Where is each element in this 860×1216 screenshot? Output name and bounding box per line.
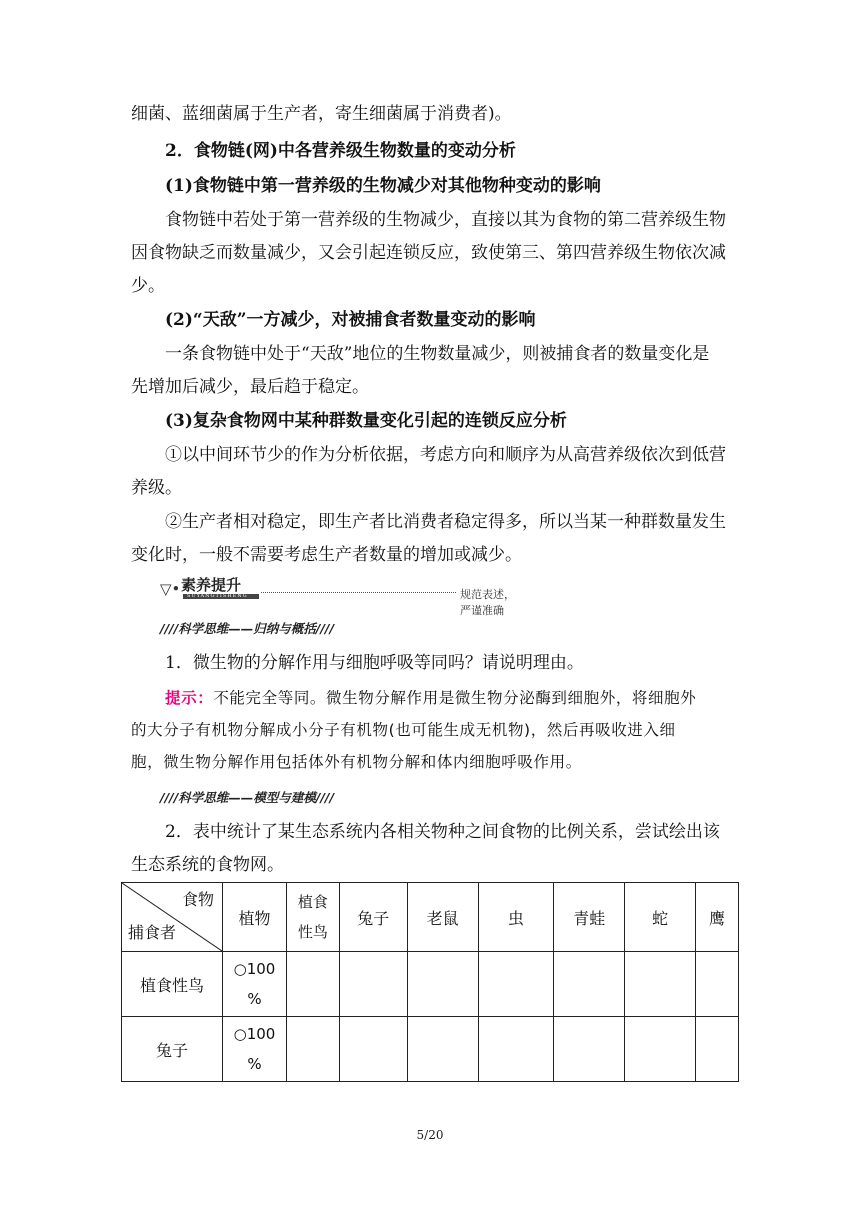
- cell-value-line-2: %: [247, 990, 262, 1008]
- col-header-herbivorous-bird-line-1: 植食: [297, 893, 328, 911]
- corner-predator-label: 捕食者: [128, 923, 177, 942]
- table-row: [122, 952, 739, 1017]
- section-dotted-leader: [261, 592, 456, 593]
- table-cell: [286, 952, 339, 1017]
- hint-text-1: 不能完全等同。微生物分解作用是微生物分泌酶到细胞外，将细胞外: [213, 689, 697, 707]
- col-header-snake: 蛇: [625, 883, 696, 952]
- food-ratio-table: [121, 882, 739, 1082]
- paragraph-1-line-1: 食物链中若处于第一营养级的生物减少，直接以其为食物的第二营养级生物: [165, 210, 726, 230]
- table-cell: [478, 952, 554, 1017]
- skill-tag-modeling: ////科学思维——模型与建模////: [160, 790, 335, 805]
- table-cell: [625, 1017, 696, 1082]
- paragraph-continuation: 细菌、蓝细菌属于生产者，寄生细菌属于消费者)。: [131, 104, 512, 124]
- subheading-1: (1)食物链中第一营养级的生物减少对其他物种变动的影响: [165, 176, 601, 196]
- table-cell: [625, 952, 696, 1017]
- paragraph-1-line-2: 因食物缺乏而数量减少，又会引起连锁反应，致使第三、第四营养级生物依次减: [131, 243, 726, 263]
- section-banner: [157, 576, 525, 617]
- table-cell: [286, 1017, 339, 1082]
- hint-line-2: 的大分子有机物分解成小分子有机物(也可能生成无机物)，然后再吸收进入细: [131, 721, 676, 739]
- paragraph-1-line-3: 少。: [131, 276, 165, 296]
- paragraph-3-line-2: 养级。: [131, 478, 182, 498]
- paragraph-4-line-1: ②生产者相对稳定，即生产者比消费者稳定得多，所以当某一种群数量发生: [165, 512, 726, 532]
- subheading-3: (3)复杂食物网中某种群数量变化引起的连锁反应分析: [165, 411, 567, 431]
- section-title: 素养提升: [181, 576, 242, 594]
- col-header-herbivorous-bird-line-2: 性鸟: [297, 923, 328, 941]
- skill-tag-induction: ////科学思维——归纳与概括////: [160, 621, 335, 636]
- table-header-row: [122, 883, 739, 952]
- corner-food-label: 食物: [181, 890, 214, 909]
- col-header-rabbit: 兔子: [339, 883, 407, 952]
- col-header-mouse: 老鼠: [407, 883, 478, 952]
- table-row: [122, 1017, 739, 1082]
- table-cell: [478, 1017, 554, 1082]
- paragraph-4-line-2: 变化时，一般不需要考虑生产者数量的增加或减少。: [131, 545, 522, 565]
- subheading-2: (2)“天敌”一方减少，对被捕食者数量变动的影响: [165, 310, 536, 330]
- col-header-plant: 植物: [223, 883, 287, 952]
- section-mark-icon: ▽•: [160, 580, 181, 598]
- paragraph-3-line-1: ①以中间环节少的作为分析依据，考虑方向和顺序为从高营养级依次到低营: [165, 445, 726, 465]
- col-header-frog: 青蛙: [554, 883, 625, 952]
- col-header-herbivorous-bird: [286, 883, 339, 952]
- table-cell: [407, 1017, 478, 1082]
- hint-label: 提示：: [165, 689, 214, 707]
- section-pinyin: SUYANGTISHENG: [187, 593, 248, 599]
- heading-2: 2．食物链(网)中各营养级生物数量的变动分析: [165, 141, 516, 161]
- table-cell: [696, 1017, 739, 1082]
- table-cell: [339, 952, 407, 1017]
- table-cell: [339, 1017, 407, 1082]
- table-cell: [696, 952, 739, 1017]
- cell-value-line-2: %: [247, 1055, 262, 1073]
- question-2-line-1: 2．表中统计了某生态系统内各相关物种之间食物的比例关系，尝试绘出该: [165, 822, 720, 842]
- row-header: 兔子: [122, 1017, 223, 1082]
- paragraph-2-line-1: 一条食物链中处于“天敌”地位的生物数量减少，则被捕食者的数量变化是: [165, 344, 710, 364]
- table-cell: [554, 952, 625, 1017]
- hint-line-3: 胞，微生物分解作用包括体外有机物分解和体内细胞呼吸作用。: [131, 753, 582, 771]
- table-cell: [223, 952, 287, 1017]
- table-corner-cell: [122, 883, 223, 952]
- cell-value-line-1: ○100: [233, 960, 276, 978]
- col-header-insect: 虫: [478, 883, 554, 952]
- question-1: 1．微生物的分解作用与细胞呼吸等同吗？请说明理由。: [165, 653, 584, 673]
- table-cell: [223, 1017, 287, 1082]
- row-header: 植食性鸟: [122, 952, 223, 1017]
- question-2-line-2: 生态系统的食物网。: [131, 855, 284, 875]
- section-subtitle: 规范表述，严谨准确: [460, 588, 515, 617]
- paragraph-2-line-2: 先增加后减少，最后趋于稳定。: [131, 377, 369, 397]
- page-number: 5/20: [416, 1128, 444, 1142]
- hint-line-1: [165, 686, 696, 710]
- table-cell: [554, 1017, 625, 1082]
- col-header-eagle: 鹰: [696, 883, 739, 952]
- cell-value-line-1: ○100: [233, 1025, 276, 1043]
- table-cell: [407, 952, 478, 1017]
